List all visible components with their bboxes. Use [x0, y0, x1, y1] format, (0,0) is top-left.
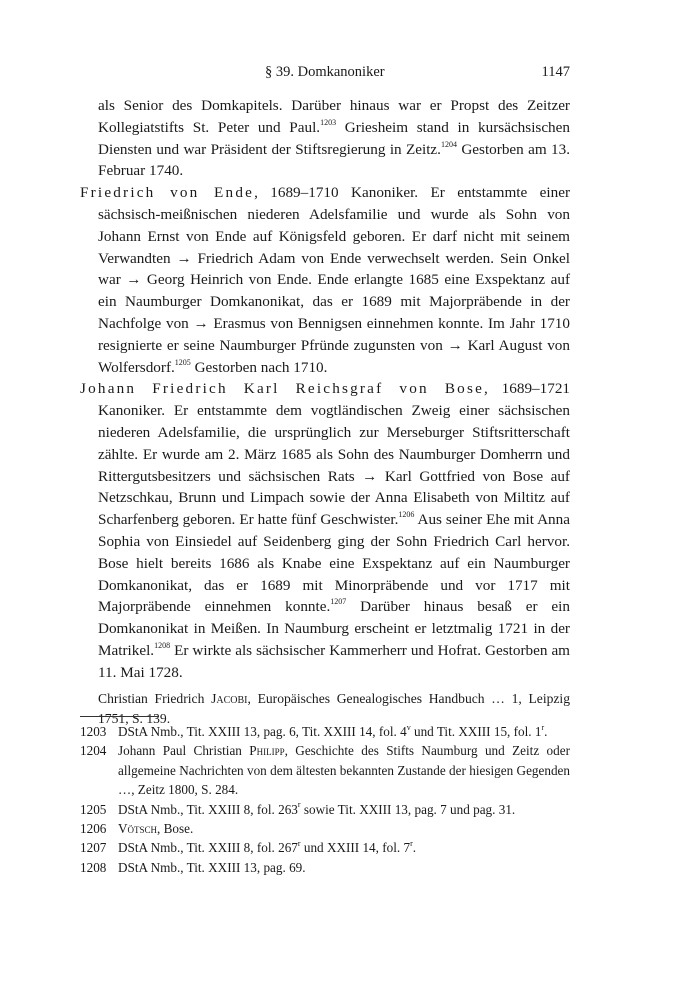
footnote-ref: 1207 — [330, 597, 347, 607]
footnote-text: DStA Nmb., Tit. XXIII 13, pag. 69. — [118, 859, 306, 875]
footnote-1206 — [80, 819, 570, 838]
footnote-text: DStA Nmb., Tit. XXIII 8, fol. 267$^r$ und XXIII 14, fol. 7$^r$. — [118, 839, 417, 856]
footnote-ref: 1206 — [398, 510, 415, 520]
entry-friedrich-von-ende: Friedrich von Ende, 1689–1710 Kanoniker. Er entstammte einer sächsisch-meißnischen niederen Adelsfamilie und wurde als Sohn von Johann Ernst von Ende auf Königsfeld geboren. Er darf nicht mit seinem Verwandten → Friedrich Adam von Ende verwechselt werden. Sein Onkel war → Georg Heinrich von Ende. Ende erlangte 1685 eine Exspektanz auf ein Naumburger Domkanonikat, das er 1689 mit Majorpräbende in der Nachfolge von → Erasmus von Bennigsen einnehmen konnte. Im Jahr 1710 resignierte er seine Naumburger Pfründe zugunsten von → Karl August von Wolfersdorf.$^{1205}$ Gestorben nach 1710. — [80, 184, 570, 376]
main-text — [80, 95, 570, 729]
footnote-separator — [80, 716, 158, 717]
footnote-number: 1205 — [80, 801, 107, 817]
footnote-1207 — [80, 838, 570, 857]
page-number: 1147 — [541, 64, 570, 80]
entry-johann-friedrich-karl-von-bose: Johann Friedrich Karl Reichsgraf von Bose, 1689–1721 Kanoniker. Er entstammte dem vogtländischen Zweig einer sächsischen niederen Adelsfamilie, die ursprünglich zur Merseburger Stiftsritterschaft zählte. Er wurde am 2. März 1685 als Sohn des Naumburger Domherrn und Rittergutsbesitzers und sächsischen Rats → Karl Gottfried von Bose auf Netzschkau, Brunn und Limpach sowie der Anna Elisabeth von Miltitz auf Scharfenberg geboren. Er hatte fünf Geschwister.$^{1206}$ Aus seiner Ehe mit Anna Sophia von Einsiedel auf Seidenberg ging der Sohn Friedrich Carl hervor. Bose hielt bereits 1686 als Knabe eine Exspektanz auf ein Naumburger Domkanonikat, das er 1689 mit Minorpräbende und vor 1717 mit Majorpräbende einnehmen konnte.$^{1207}$ Darüber hinaus besaß er ein Domkanonikat in Meißen. In Naumburg erscheint er letztmalig 1721 in der Matrikel.$^{1208}$ Er wirkte als sächsischer Kammerherr und Hofrat. Gestorben am 11. Mai 1728. — [80, 380, 571, 681]
footnote-text: Johann Paul Christian Philipp, Geschichte des Stifts Naumburg und Zeitz oder allgemeine Nachrichten von dem ältesten bekannten Zustande der hiesigen Gegenden …, Zeitz 1800, S. 284. — [118, 743, 570, 798]
footnote-1208 — [80, 858, 570, 877]
footnote-ref: 1203 — [320, 117, 337, 127]
literature-reference: Christian Friedrich Jacobi, Europäisches Genealogisches Handbuch … 1, Leipzig 1751, S. 139. — [98, 690, 570, 726]
footnote-text: DStA Nmb., Tit. XXIII 13, pag. 6, Tit. XXIII 14, fol. 4$^v$ und Tit. XXIII 15, fol. 1$^r$. — [118, 722, 548, 739]
footnote-number: 1207 — [80, 840, 107, 856]
footnote-text: DStA Nmb., Tit. XXIII 8, fol. 263$^r$ sowie Tit. XXIII 13, pag. 7 und pag. 31. — [118, 800, 516, 817]
footnote-ref: 1204 — [440, 139, 457, 149]
footnote-1203 — [80, 722, 570, 741]
footnote-number: 1206 — [80, 821, 107, 837]
footnote-ref: 1205 — [174, 357, 191, 367]
footnote-number: 1204 — [80, 743, 107, 759]
entry-name: Friedrich von Ende — [80, 184, 255, 202]
footnote-number: 1203 — [80, 724, 107, 739]
footnote-1205 — [80, 800, 570, 819]
entry-name: Johann Friedrich Karl Reichsgraf von Bose — [80, 380, 485, 398]
footnote-1204 — [80, 741, 570, 799]
footnotes — [80, 722, 570, 877]
footnote-text: Vötsch, Bose. — [118, 821, 194, 837]
paragraph-griesheim-continuation: als Senior des Domkapitels. Darüber hinaus war er Propst des Zeitzer Kollegiatstifts St. Peter und Paul.$^{1203}$ Griesheim stand in kursächsischen Diensten und war Präsident der Stiftsregierung in Zeitz.$^{1204}$ Gestorben am 13. Februar 1740. — [98, 97, 570, 180]
footnote-ref: 1208 — [154, 640, 171, 650]
running-title: § 39. Domkanoniker — [265, 64, 385, 80]
footnote-number: 1208 — [80, 859, 107, 875]
